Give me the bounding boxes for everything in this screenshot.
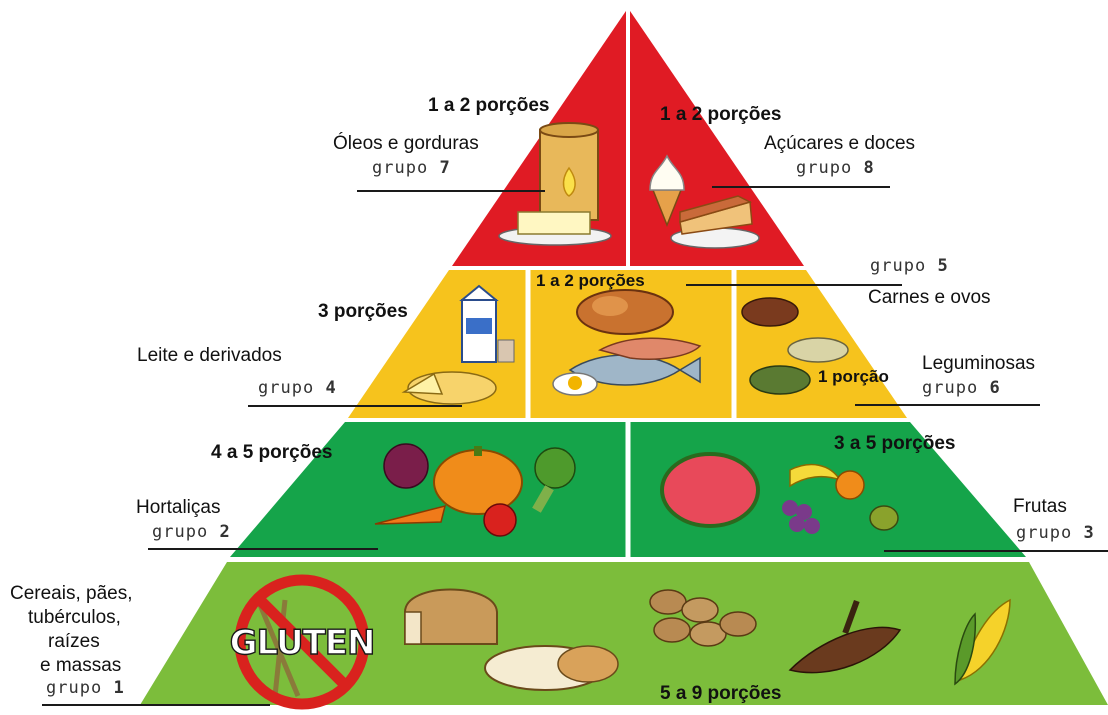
group-vegetables: grupo 2 [152, 522, 231, 542]
portion-oils: 1 a 2 porções [428, 95, 550, 116]
portion-sweets: 1 a 2 porções [660, 104, 782, 125]
group-dairy: grupo 4 [258, 378, 337, 398]
gluten-sign-text: GLUTEN [229, 623, 375, 663]
portion-legumes: 1 porção [818, 367, 889, 386]
oil-can-icon [540, 123, 598, 220]
underline-meat [686, 284, 902, 286]
label-cereals-line-2: tubérculos, [28, 607, 121, 628]
group-cereals: grupo 1 [46, 678, 125, 698]
group-fruits: grupo 3 [1016, 523, 1095, 543]
portion-fruits: 3 a 5 porções [834, 433, 956, 454]
label-fruits: Frutas [1013, 496, 1067, 517]
label-meat: Carnes e ovos [868, 287, 991, 308]
group-meat: grupo 5 [870, 256, 949, 276]
label-cereals-line-3: raízes [48, 631, 100, 652]
roast-chicken-icon [577, 290, 673, 334]
label-legumes: Leguminosas [922, 353, 1036, 374]
portion-cereals: 5 a 9 porções [660, 683, 782, 704]
label-cereals-line-4: e massas [40, 655, 122, 676]
portion-dairy: 3 porções [318, 301, 408, 322]
underline-cereals [42, 704, 270, 706]
label-oils: Óleos e gorduras [333, 133, 479, 154]
watermelon-icon [662, 454, 758, 526]
label-cereals [10, 582, 133, 678]
group-oils: grupo 7 [372, 158, 451, 178]
underline-oils [357, 190, 545, 192]
group-sweets: grupo 8 [796, 158, 875, 178]
label-dairy: Leite e derivados [137, 345, 282, 366]
underline-fruits [884, 550, 1108, 552]
portion-vegetables: 4 a 5 porções [211, 442, 333, 463]
label-cereals-line-1: Cereais, pães, [10, 583, 133, 604]
underline-dairy [248, 405, 462, 407]
egg-icon [553, 373, 597, 395]
underline-vegetables [148, 548, 378, 550]
group-legumes: grupo 6 [922, 378, 1001, 398]
label-vegetables: Hortaliças [136, 497, 221, 518]
underline-legumes [855, 404, 1040, 406]
label-sweets: Açúcares e doces [764, 133, 916, 154]
underline-sweets [712, 186, 890, 188]
portion-meat: 1 a 2 porções [536, 271, 645, 290]
